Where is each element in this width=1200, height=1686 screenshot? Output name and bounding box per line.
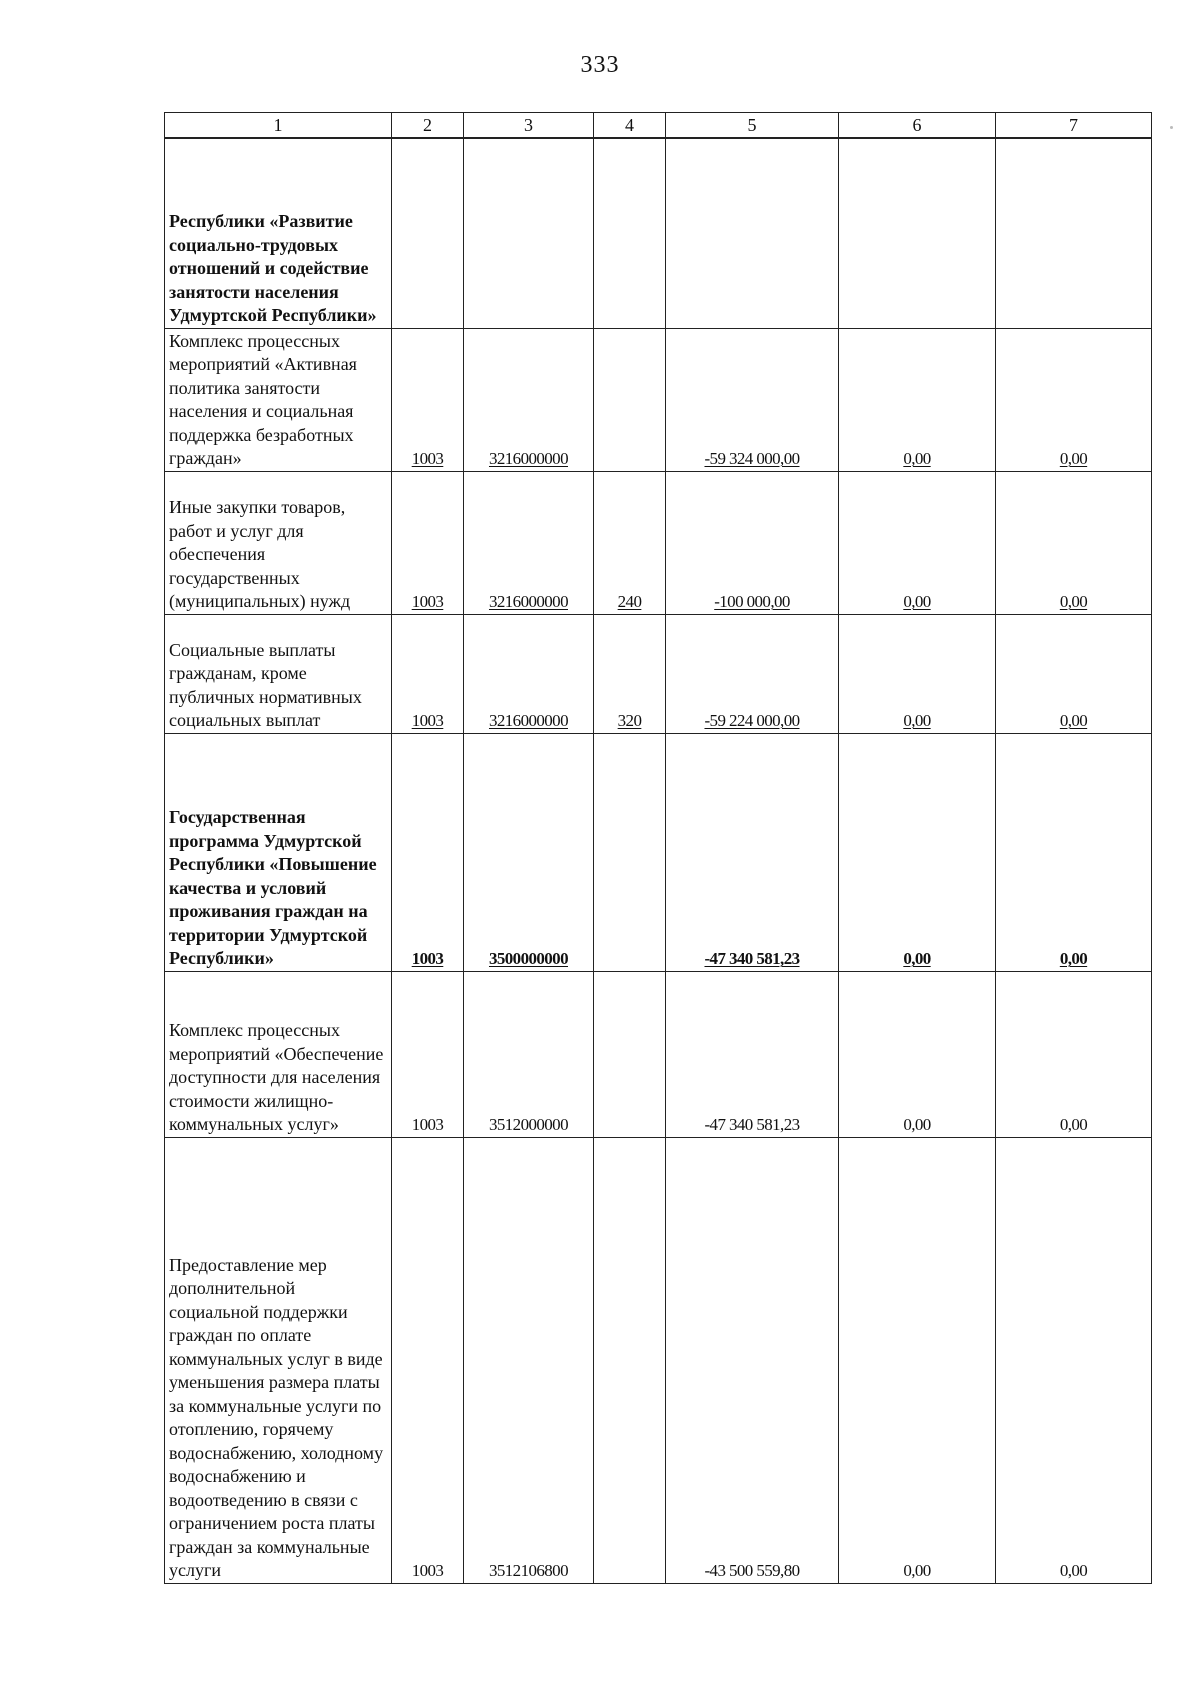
table-row (165, 138, 1152, 328)
scan-speck (1170, 126, 1173, 129)
row-name-cell: Предоставление мер дополнительной социальной поддержки граждан по оплате коммунальных услуг в виде уменьшения размера платы за коммунальные услуги по отоплению, горячему водоснабжению, холодному водоснабжению и водоотведению в связи с ограничением роста платы граждан за коммунальные услуги (165, 1137, 392, 1583)
target-article-value: 3500000000 (488, 949, 568, 968)
row-name-cell: Комплекс процессных мероприятий «Обеспечение доступности для населения стоимости жилищно-коммунальных услуг» (165, 971, 392, 1137)
section-code-cell (392, 733, 464, 971)
target-article-cell: 3512106800 (464, 1137, 594, 1583)
section-code-value: 1003 (411, 449, 444, 468)
target-article-cell: 3512000000 (464, 971, 594, 1137)
expense-type-cell (594, 328, 666, 471)
expense-type-cell (594, 1137, 666, 1583)
amount-year2-value: 0,00 (903, 711, 931, 730)
row-name-cell: Государственная программа Удмуртской Республики «Повышение качества и условий проживания граждан на территории Удмуртской Республики» (165, 733, 392, 971)
amount-year3-cell (996, 471, 1152, 614)
table-row (165, 1137, 1152, 1583)
expense-type-cell (594, 138, 666, 328)
expense-type-cell (594, 614, 666, 733)
amount-cell (666, 138, 839, 328)
amount-year2-value: 0,00 (903, 949, 931, 968)
budget-table (164, 112, 1152, 1584)
target-article-value: 3216000000 (488, 449, 568, 468)
amount-year3-value: 0,00 (1059, 949, 1088, 968)
row-name-cell: Комплекс процессных мероприятий «Активная политика занятости населения и социальная поддержка безработных граждан» (165, 328, 392, 471)
target-article-cell (464, 614, 594, 733)
table-row (165, 471, 1152, 614)
target-article-cell (464, 471, 594, 614)
target-article-cell (464, 328, 594, 471)
amount-cell (666, 614, 839, 733)
amount-year2-cell: 0,00 (839, 971, 996, 1137)
amount-year3-value: 0,00 (1059, 592, 1088, 611)
amount-year2-cell (839, 328, 996, 471)
table-row (165, 328, 1152, 471)
column-header-4: 4 (594, 113, 666, 139)
section-code-cell: 1003 (392, 1137, 464, 1583)
section-code-cell (392, 138, 464, 328)
row-name-cell: Социальные выплаты гражданам, кроме публичных нормативных социальных выплат (165, 614, 392, 733)
table-row (165, 614, 1152, 733)
amount-value: -100 000,00 (714, 592, 790, 611)
amount-year3-cell (996, 614, 1152, 733)
target-article-cell (464, 733, 594, 971)
page-number: 333 (580, 52, 620, 78)
column-header-3: 3 (464, 113, 594, 139)
amount-cell (666, 471, 839, 614)
amount-cell (666, 733, 839, 971)
section-code-value: 1003 (411, 949, 444, 968)
section-code-value: 1003 (411, 711, 444, 730)
row-name-cell: Иные закупки товаров, работ и услуг для обеспечения государственных (муниципальных) нужд (165, 471, 392, 614)
target-article-value: 3216000000 (488, 711, 568, 730)
amount-year2-cell (839, 138, 996, 328)
amount-year3-cell (996, 328, 1152, 471)
column-header-1: 1 (165, 113, 392, 139)
amount-cell: -43 500 559,80 (666, 1137, 839, 1583)
section-code-cell (392, 471, 464, 614)
amount-year2-cell: 0,00 (839, 1137, 996, 1583)
column-header-7: 7 (996, 113, 1152, 139)
amount-year2-cell (839, 733, 996, 971)
column-header-6: 6 (839, 113, 996, 139)
target-article-cell (464, 138, 594, 328)
section-code-value: 1003 (411, 592, 444, 611)
amount-year3-cell (996, 138, 1152, 328)
column-header-2: 2 (392, 113, 464, 139)
expense-type-cell (594, 971, 666, 1137)
amount-year2-cell (839, 471, 996, 614)
table-row (165, 971, 1152, 1137)
column-number-header-row (165, 113, 1152, 139)
amount-cell (666, 328, 839, 471)
expense-type-value: 240 (617, 592, 642, 611)
expense-type-cell (594, 733, 666, 971)
expense-type-value: 320 (617, 711, 642, 730)
amount-year2-cell (839, 614, 996, 733)
amount-value: -47 340 581,23 (704, 949, 800, 968)
amount-year3-value: 0,00 (1059, 449, 1088, 468)
section-code-cell (392, 614, 464, 733)
amount-year3-cell (996, 733, 1152, 971)
table-row (165, 733, 1152, 971)
amount-year2-value: 0,00 (903, 592, 931, 611)
section-code-cell: 1003 (392, 971, 464, 1137)
amount-cell: -47 340 581,23 (666, 971, 839, 1137)
expense-type-cell (594, 471, 666, 614)
amount-year2-value: 0,00 (903, 449, 931, 468)
amount-year3-value: 0,00 (1059, 711, 1088, 730)
amount-year3-cell: 0,00 (996, 1137, 1152, 1583)
row-name-cell: Республики «Развитие социально-трудовых отношений и содействие занятости населения Удмуртской Республики» (165, 138, 392, 328)
amount-value: -59 224 000,00 (704, 711, 800, 730)
section-code-cell (392, 328, 464, 471)
amount-year3-cell: 0,00 (996, 971, 1152, 1137)
amount-value: -59 324 000,00 (704, 449, 800, 468)
column-header-5: 5 (666, 113, 839, 139)
target-article-value: 3216000000 (488, 592, 568, 611)
